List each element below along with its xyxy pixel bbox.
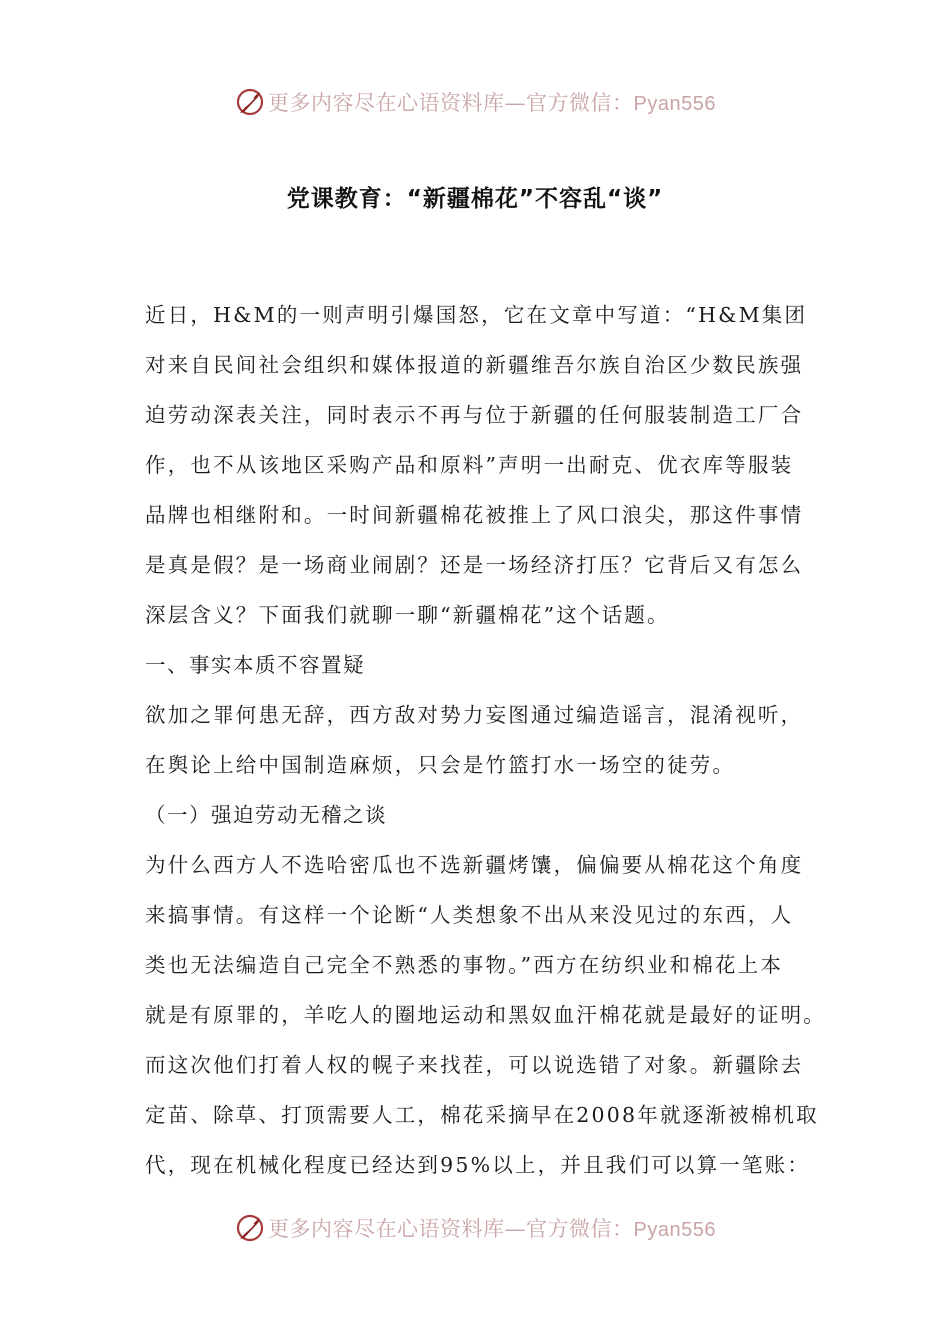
body-line: 品牌也相继附和。一时间新疆棉花被推上了风口浪尖，那这件事情 <box>145 503 804 527</box>
quill-pen-circle-icon <box>234 1212 266 1244</box>
body-line: 迫劳动深表关注，同时表示不再与位于新疆的任何服装制造工厂合 <box>145 403 804 427</box>
document-body <box>145 290 835 1190</box>
body-line: 作，也不从该地区采购产品和原料”声明一出耐克、优衣库等服装 <box>145 453 794 477</box>
watermark-banner-bottom <box>0 1208 950 1248</box>
section-heading: 一、事实本质不容置疑 <box>145 653 365 677</box>
quill-pen-circle-icon <box>234 86 266 118</box>
body-line: 而这次他们打着人权的幌子来找茬，可以说选错了对象。新疆除去 <box>145 1053 804 1077</box>
body-line: 近日，H&M的一则声明引爆国怒，它在文章中写道：“H&M集团 <box>145 303 808 327</box>
watermark-banner-top <box>0 82 950 122</box>
body-line: 对来自民间社会组织和媒体报道的新疆维吾尔族自治区少数民族强 <box>145 353 804 377</box>
body-line: 为什么西方人不选哈密瓜也不选新疆烤馕，偏偏要从棉花这个角度 <box>145 853 804 877</box>
body-line: 类也无法编造自己完全不熟悉的事物。”西方在纺织业和棉花上本 <box>145 953 784 977</box>
body-line: 定苗、除草、打顶需要人工，棉花采摘早在2008年就逐渐被棉机取 <box>145 1103 819 1127</box>
document-title: 党课教育：“新疆棉花”不容乱“谈” <box>286 186 664 212</box>
watermark-text: 更多内容尽在心语资料库—官方微信：Pyan556 <box>268 1217 716 1241</box>
body-line: 欲加之罪何患无辞，西方敌对势力妄图通过编造谣言，混淆视听， <box>145 703 804 727</box>
body-line: 是真是假？是一场商业闹剧？还是一场经济打压？它背后又有怎么 <box>145 553 804 577</box>
body-line: 就是有原罪的，羊吃人的圈地运动和黑奴血汗棉花就是最好的证明。 <box>145 1003 826 1027</box>
watermark-text: 更多内容尽在心语资料库—官方微信：Pyan556 <box>268 91 716 115</box>
body-line: 深层含义？下面我们就聊一聊“新疆棉花”这个话题。 <box>145 603 670 627</box>
body-line: 代，现在机械化程度已经达到95%以上，并且我们可以算一笔账： <box>145 1153 811 1177</box>
body-line: 在舆论上给中国制造麻烦，只会是竹篮打水一场空的徒劳。 <box>145 753 736 777</box>
subsection-heading: （一）强迫劳动无稽之谈 <box>145 803 387 827</box>
body-line: 来搞事情。有这样一个论断“人类想象不出从来没见过的东西，人 <box>145 903 794 927</box>
